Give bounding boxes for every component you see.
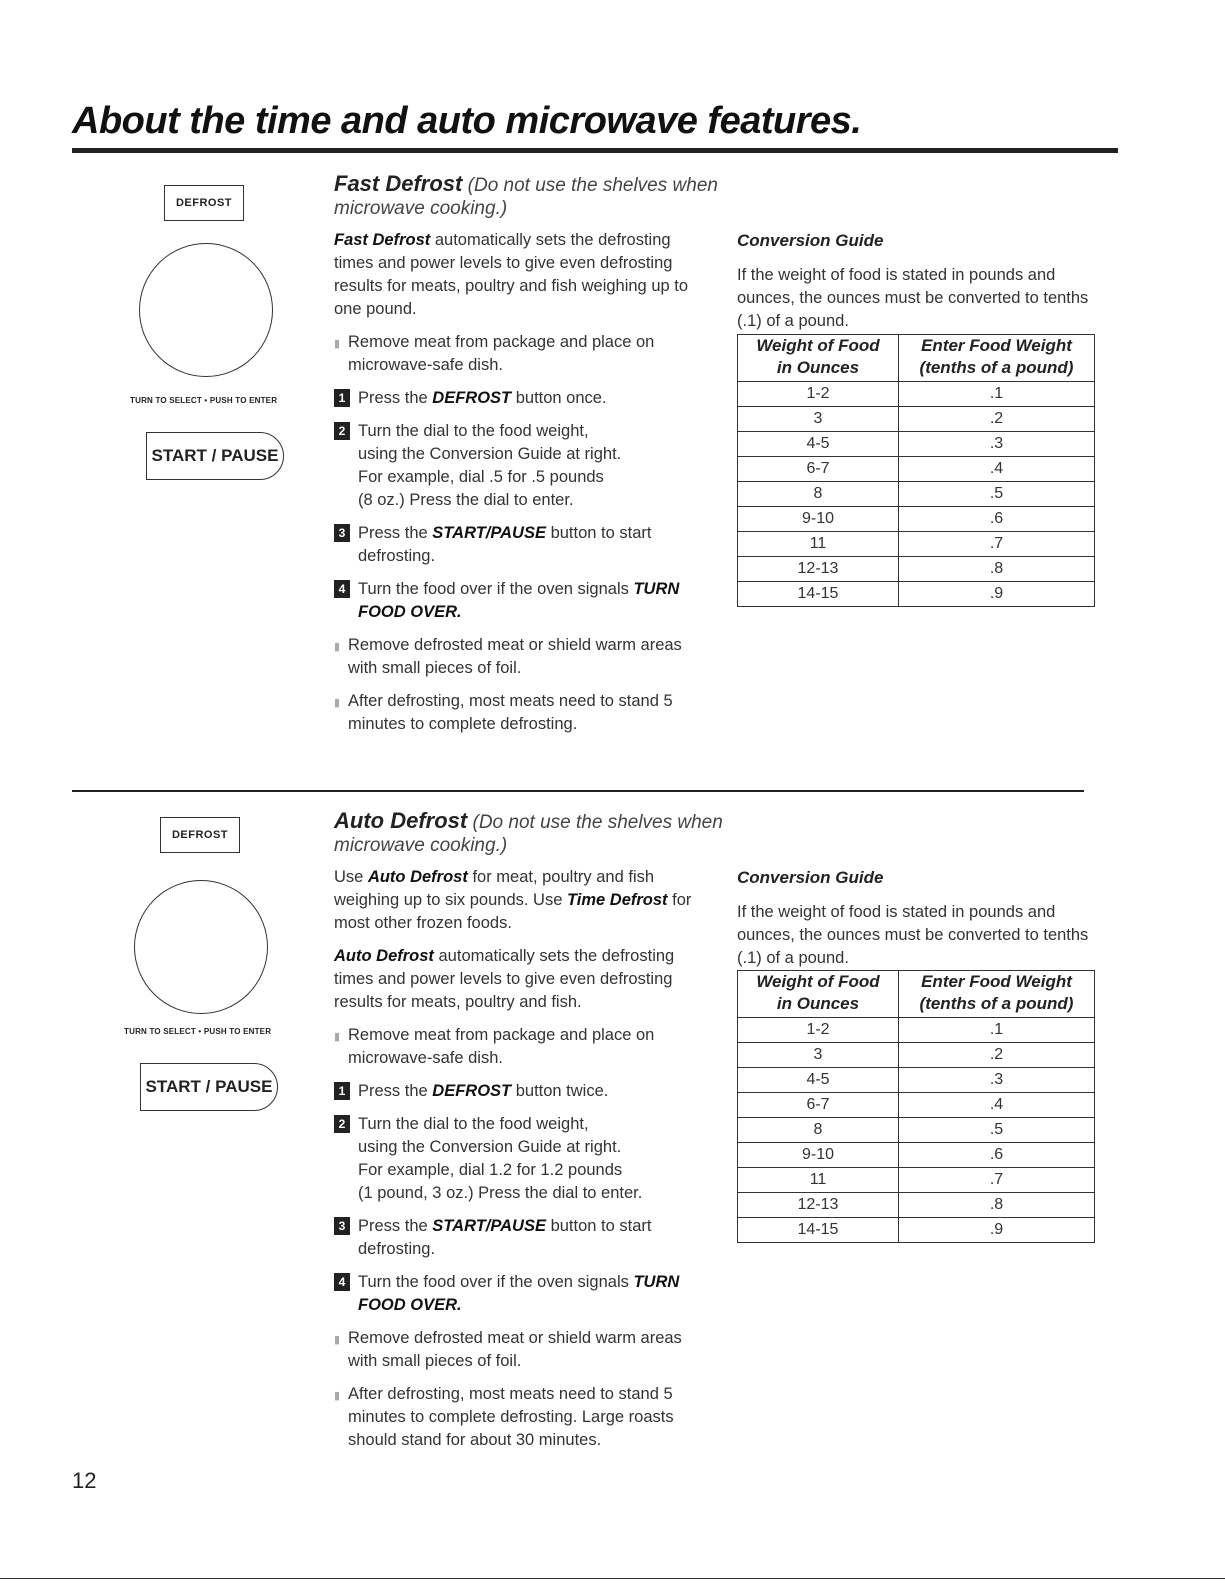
step-term: TURN FOOD OVER. — [358, 580, 680, 621]
step-text: Press the — [358, 389, 433, 407]
instructions — [334, 229, 714, 746]
cell-ounces: 1-2 — [738, 1018, 899, 1043]
description-text: automatically sets the defrosting times and power levels to give even defrosting results for meats, poultry and fish. — [334, 947, 675, 1011]
cell-ounces: 14-15 — [738, 582, 899, 607]
cell-tenths: .9 — [899, 582, 1095, 607]
bullet-item — [334, 634, 714, 680]
cell-tenths: .4 — [899, 1093, 1095, 1118]
page-title: About the time and auto microwave features. — [72, 100, 862, 142]
bullet-icon: ▮ — [334, 697, 341, 709]
table-row — [738, 407, 1095, 432]
step-term: START/PAUSE — [432, 1217, 546, 1235]
table-row — [738, 457, 1095, 482]
step-text: Turn the dial to the food weight, — [358, 1115, 589, 1133]
intro-text: for most other frozen foods. — [334, 891, 692, 932]
step-number-icon: 1 — [334, 389, 350, 407]
dial-illustration — [134, 880, 268, 1014]
table-row — [738, 507, 1095, 532]
step-2 — [334, 420, 714, 512]
cell-ounces: 4-5 — [738, 1068, 899, 1093]
step-1 — [334, 1080, 714, 1103]
step-text: Press the — [358, 1217, 433, 1235]
cell-ounces: 4-5 — [738, 432, 899, 457]
step-number-icon: 3 — [334, 524, 350, 542]
table-header-row — [738, 971, 1095, 1018]
table-row — [738, 432, 1095, 457]
cell-tenths: .5 — [899, 1118, 1095, 1143]
step-text: For example, dial .5 for .5 pounds — [358, 468, 604, 486]
bottom-divider — [0, 1578, 1225, 1579]
conversion-table — [737, 970, 1095, 1243]
conversion-guide-text: If the weight of food is stated in pounds and ounces, the ounces must be converted to tenths (.1) of a pound. — [737, 266, 1089, 330]
step-term: START/PAUSE — [432, 524, 546, 542]
step-text: (1 pound, 3 oz.) Press the dial to enter. — [358, 1184, 643, 1202]
table-row — [738, 1068, 1095, 1093]
table-row — [738, 1018, 1095, 1043]
step-4 — [334, 1271, 714, 1317]
step-3 — [334, 1215, 714, 1261]
step-term: DEFROST — [432, 1082, 512, 1100]
start-pause-button-illustration: START / PAUSE — [140, 1063, 278, 1111]
table-row — [738, 1043, 1095, 1068]
cell-ounces: 1-2 — [738, 382, 899, 407]
dial-caption: TURN TO SELECT • PUSH TO ENTER — [130, 396, 278, 405]
bullet-icon: ▮ — [334, 1390, 341, 1402]
bullet-item — [334, 1327, 714, 1373]
step-number-icon: 2 — [334, 1115, 350, 1133]
section-title — [334, 809, 724, 857]
description-paragraph — [334, 945, 714, 1014]
cell-ounces: 8 — [738, 1118, 899, 1143]
start-pause-button-illustration: START / PAUSE — [146, 432, 284, 480]
step-text: button to start defrosting. — [358, 1217, 652, 1258]
bullet-icon: ▮ — [334, 338, 341, 350]
bullet-text: Remove defrosted meat or shield warm areas with small pieces of foil. — [348, 1329, 682, 1370]
section-title-name: Fast Defrost — [334, 171, 463, 196]
bullet-text: Remove meat from package and place on microwave-safe dish. — [348, 333, 655, 374]
page-number: 12 — [72, 1468, 97, 1493]
table-row — [738, 582, 1095, 607]
step-text: button to start defrosting. — [358, 524, 652, 565]
table-row — [738, 382, 1095, 407]
step-text: Turn the food over if the oven signals — [358, 1273, 634, 1291]
description-term: Auto Defrost — [334, 947, 434, 965]
cell-ounces: 11 — [738, 532, 899, 557]
cell-tenths: .3 — [899, 1068, 1095, 1093]
bullet-item — [334, 331, 714, 377]
intro-term: Time Defrost — [566, 891, 668, 909]
bullet-icon: ▮ — [334, 1031, 341, 1043]
table-row — [738, 1143, 1095, 1168]
bullet-text: Remove defrosted meat or shield warm areas with small pieces of foil. — [348, 636, 682, 677]
cell-tenths: .8 — [899, 1193, 1095, 1218]
step-3 — [334, 522, 714, 568]
cell-tenths: .2 — [899, 1043, 1095, 1068]
cell-tenths: .6 — [899, 1143, 1095, 1168]
table-row — [738, 1168, 1095, 1193]
cell-ounces: 8 — [738, 482, 899, 507]
cell-ounces: 3 — [738, 1043, 899, 1068]
column-header-weight: Weight of Food in Ounces — [738, 971, 899, 1018]
step-text: For example, dial 1.2 for 1.2 pounds — [358, 1161, 623, 1179]
intro-text: automatically sets the defrosting times and power levels to give even defrosting results for meats, poultry and fish weighing up to one pound. — [334, 231, 689, 318]
step-number-icon: 4 — [334, 580, 350, 598]
step-text: Turn the food over if the oven signals — [358, 580, 634, 598]
column-header-enter-weight: Enter Food Weight (tenths of a pound) — [899, 971, 1095, 1018]
intro-paragraph — [334, 229, 714, 321]
cell-ounces: 12-13 — [738, 1193, 899, 1218]
cell-ounces: 11 — [738, 1168, 899, 1193]
intro-text: for meat, poultry and fish weighing up to six pounds. Use — [334, 868, 655, 909]
column-header-enter-weight: Enter Food Weight (tenths of a pound) — [899, 335, 1095, 382]
defrost-button-illustration: DEFROST — [160, 817, 240, 853]
step-number-icon: 3 — [334, 1217, 350, 1235]
conversion-guide-text: If the weight of food is stated in pounds and ounces, the ounces must be converted to tenths (.1) of a pound. — [737, 903, 1089, 967]
step-text: (8 oz.) Press the dial to enter. — [358, 491, 574, 509]
section-divider — [72, 790, 1084, 792]
cell-tenths: .5 — [899, 482, 1095, 507]
step-number-icon: 2 — [334, 422, 350, 440]
table-row — [738, 482, 1095, 507]
step-text: button once. — [511, 389, 607, 407]
bullet-item — [334, 1383, 714, 1452]
intro-text: Use — [334, 868, 368, 886]
cell-tenths: .9 — [899, 1218, 1095, 1243]
table-row — [738, 1218, 1095, 1243]
dial-caption: TURN TO SELECT • PUSH TO ENTER — [124, 1027, 272, 1036]
step-2 — [334, 1113, 714, 1205]
table-header-row — [738, 335, 1095, 382]
dial-illustration — [139, 243, 273, 377]
bullet-icon: ▮ — [334, 1334, 341, 1346]
section-title-note: (Do not use the shelves when microwave cooking.) — [334, 812, 723, 856]
intro-paragraph — [334, 866, 714, 935]
table-row — [738, 1118, 1095, 1143]
column-header-weight: Weight of Food in Ounces — [738, 335, 899, 382]
step-1 — [334, 387, 714, 410]
cell-tenths: .7 — [899, 532, 1095, 557]
cell-tenths: .1 — [899, 1018, 1095, 1043]
title-divider — [72, 148, 1118, 153]
cell-tenths: .8 — [899, 557, 1095, 582]
intro-term: Fast Defrost — [334, 231, 431, 249]
cell-tenths: .3 — [899, 432, 1095, 457]
table-row — [738, 557, 1095, 582]
section-title — [334, 172, 724, 220]
bullet-text: Remove meat from package and place on microwave-safe dish. — [348, 1026, 655, 1067]
cell-ounces: 9-10 — [738, 1143, 899, 1168]
instructions — [334, 866, 714, 1462]
step-text: button twice. — [511, 1082, 609, 1100]
cell-tenths: .4 — [899, 457, 1095, 482]
step-4 — [334, 578, 714, 624]
cell-ounces: 6-7 — [738, 1093, 899, 1118]
bullet-item — [334, 1024, 714, 1070]
conversion-guide-heading: Conversion Guide — [737, 231, 884, 250]
step-number-icon: 4 — [334, 1273, 350, 1291]
cell-tenths: .1 — [899, 382, 1095, 407]
bullet-text: After defrosting, most meats need to stand 5 minutes to complete defrosting. Large roasts should stand for about 30 minutes. — [348, 1385, 674, 1449]
step-text: Press the — [358, 524, 433, 542]
step-text: using the Conversion Guide at right. — [358, 1138, 622, 1156]
step-term: DEFROST — [432, 389, 512, 407]
cell-tenths: .6 — [899, 507, 1095, 532]
table-row — [738, 1093, 1095, 1118]
step-text: Press the — [358, 1082, 433, 1100]
step-number-icon: 1 — [334, 1082, 350, 1100]
bullet-text: After defrosting, most meats need to stand 5 minutes to complete defrosting. — [348, 692, 673, 733]
section-title-note: (Do not use the shelves when microwave cooking.) — [334, 175, 718, 219]
bullet-item — [334, 690, 714, 736]
cell-ounces: 3 — [738, 407, 899, 432]
cell-ounces: 14-15 — [738, 1218, 899, 1243]
cell-ounces: 6-7 — [738, 457, 899, 482]
step-text: Turn the dial to the food weight, — [358, 422, 589, 440]
defrost-button-illustration: DEFROST — [164, 185, 244, 221]
table-row — [738, 1193, 1095, 1218]
table-row — [738, 532, 1095, 557]
section-title-name: Auto Defrost — [334, 808, 468, 833]
step-text: using the Conversion Guide at right. — [358, 445, 622, 463]
conversion-guide-heading: Conversion Guide — [737, 868, 884, 887]
cell-tenths: .7 — [899, 1168, 1095, 1193]
cell-tenths: .2 — [899, 407, 1095, 432]
intro-term: Auto Defrost — [367, 868, 468, 886]
cell-ounces: 12-13 — [738, 557, 899, 582]
bullet-icon: ▮ — [334, 641, 341, 653]
cell-ounces: 9-10 — [738, 507, 899, 532]
step-term: TURN FOOD OVER. — [358, 1273, 680, 1314]
conversion-table — [737, 334, 1095, 607]
